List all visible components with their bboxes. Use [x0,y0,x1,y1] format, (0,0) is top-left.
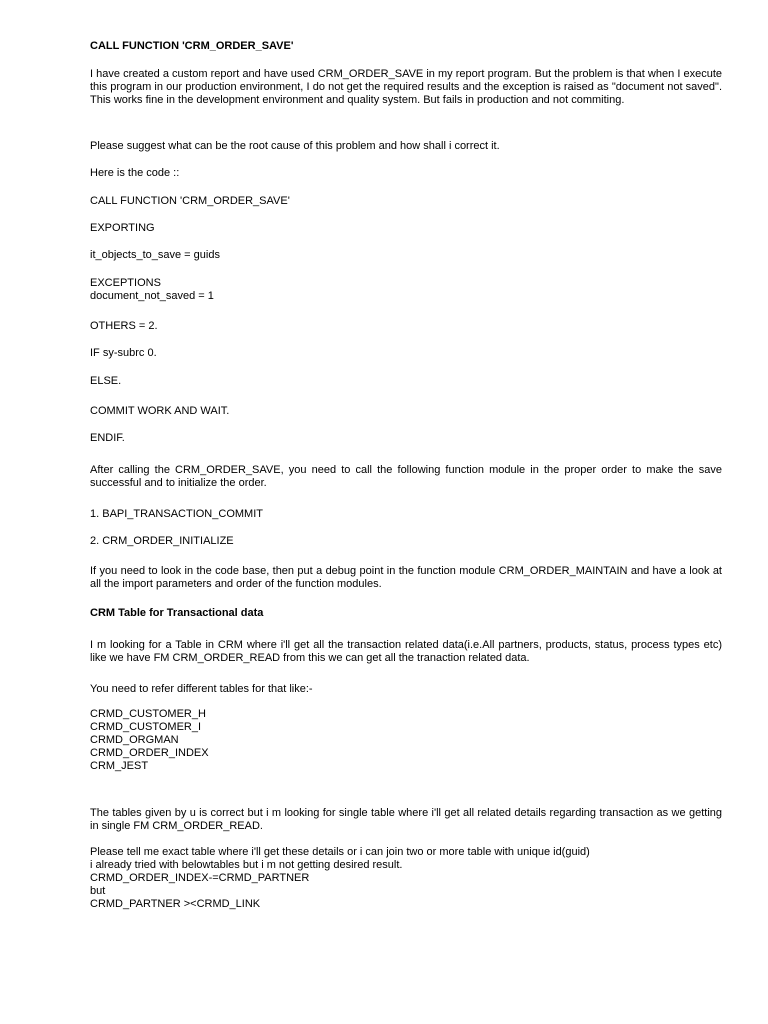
table-name-list [90,708,722,773]
heading-crm-table: CRM Table for Transactional data [90,607,264,619]
code-others: OTHERS = 2. [90,320,158,332]
code-endif: ENDIF. [90,432,125,444]
code-it-objects-to-save: it_objects_to_save = guids [90,249,220,261]
code-exceptions-block [90,277,722,303]
text-line: CRMD_PARTNER ><CRMD_LINK [90,898,261,910]
code-if-sy-subrc: IF sy-subrc 0. [90,347,157,359]
paragraph-here-is-code: Here is the code :: [90,167,180,179]
text-line: but [90,885,106,897]
table-name-item: CRM_JEST [90,760,149,772]
code-else: ELSE. [90,375,122,387]
paragraph-after-calling-save: After calling the CRM_ORDER_SAVE, you need to call the following function module in the proper order to make the save successful and to initialize the order. [90,464,722,489]
table-name-item: CRMD_ORDER_INDEX [90,747,209,759]
list-item-bapi-commit: 1. BAPI_TRANSACTION_COMMIT [90,508,263,520]
code-exceptions: EXCEPTIONS [90,277,161,289]
text-line: Please tell me exact table where i'll get these details or i can join two or more table with unique id(guid) [90,846,590,858]
paragraph-single-table: The tables given by u is correct but i m looking for single table where i'll get all related details regarding transaction as we getting in single FM CRM_ORDER_READ. [90,807,722,832]
paragraph-refer-tables: You need to refer different tables for that like:- [90,683,313,695]
code-document-not-saved: document_not_saved = 1 [90,290,214,302]
paragraph-exact-table-request [90,846,722,911]
paragraph-problem-description: I have created a custom report and have used CRM_ORDER_SAVE in my report program. But the problem is that when I execute this program in our production environment, I do not get the required results and the exception is raised as "document not saved". This works fine in the development environment and quality system. But fails in production and not commiting. [90,68,722,106]
table-name-item: CRMD_ORGMAN [90,734,179,746]
text-line: i already tried with belowtables but i m not getting desired result. [90,859,403,871]
code-exporting: EXPORTING [90,222,155,234]
table-name-item: CRMD_CUSTOMER_I [90,721,202,733]
table-name-item: CRMD_CUSTOMER_H [90,708,206,720]
list-item-order-initialize: 2. CRM_ORDER_INITIALIZE [90,535,234,547]
paragraph-debug-point: If you need to look in the code base, then put a debug point in the function module CRM_ORDER_MAINTAIN and have a look at all the import parameters and order of the function modules. [90,565,722,590]
paragraph-suggest-root-cause: Please suggest what can be the root cause of this problem and how shall i correct it. [90,140,500,152]
heading-call-function: CALL FUNCTION 'CRM_ORDER_SAVE' [90,40,294,52]
code-call-function: CALL FUNCTION 'CRM_ORDER_SAVE' [90,195,290,207]
paragraph-looking-for-table: I m looking for a Table in CRM where i'll get all the transaction related data(i.e.All partners, products, status, process types etc) like we have FM CRM_ORDER_READ from this we can get all the tranaction related data. [90,639,722,664]
code-commit-work: COMMIT WORK AND WAIT. [90,405,230,417]
text-line: CRMD_ORDER_INDEX-=CRMD_PARTNER [90,872,310,884]
